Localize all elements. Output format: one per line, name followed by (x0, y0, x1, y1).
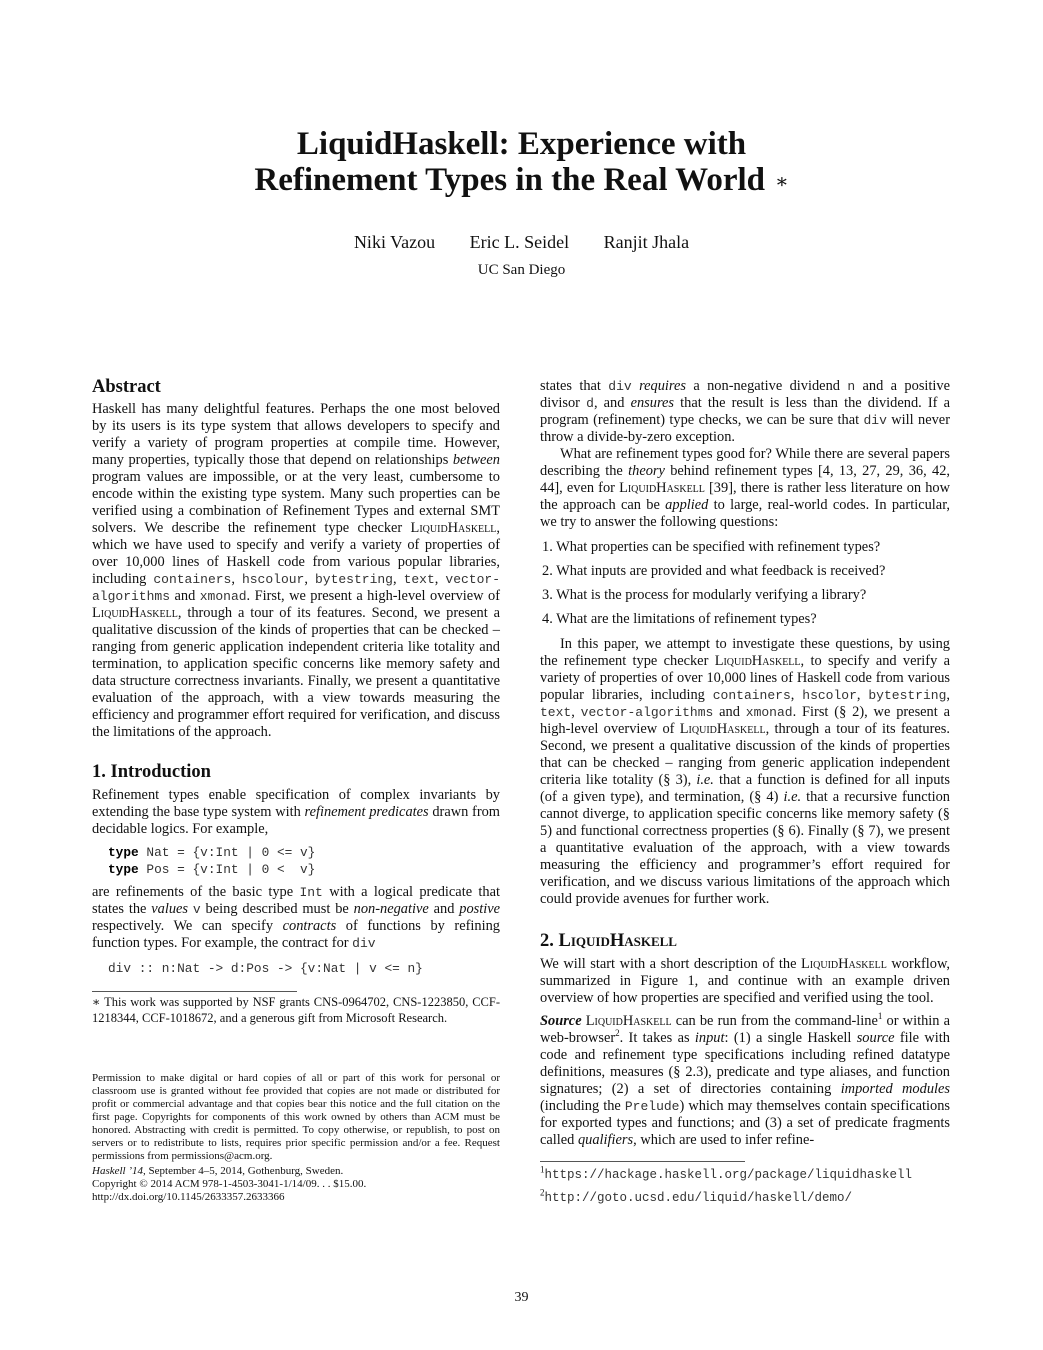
left-column (92, 376, 500, 1204)
funding-footnote: ∗ This work was supported by NSF grants CNS-0964702, CNS-1223850, CCF-1218344, CCF-1018672, and a generous gift from Microsoft Research. (92, 995, 500, 1025)
author-1: Niki Vazou (353, 232, 436, 252)
author-3: Ranjit Jhala (603, 232, 690, 252)
footnote-rule (92, 991, 297, 992)
title-line-2 (0, 162, 1043, 198)
type-alias-code (92, 844, 500, 878)
section-2-paragraph-1: We will start with a short description of the LiquidHaskell workflow, summarized in Figure 1, and continue with an example driven overview of how properties are specified and verified using the tool. (540, 956, 951, 1006)
question-item: 2. What inputs are provided and what feedback is received? (542, 563, 886, 579)
url-footnote-2: $^2$http://goto.ucsd.edu/liquid/haskell/demo/ (540, 1187, 853, 1205)
page-number: 39 (514, 1290, 529, 1305)
copyright-line: Copyright © 2014 ACM 978-1-4503-3041-1/14/09. . . $15.00. (92, 1178, 367, 1190)
div-contract-code: div :: n:Nat -> d:Pos -> {v:Nat | v <= n} (108, 961, 423, 976)
section-2-paragraph-2: Source LiquidHaskell can be run from the command-line$^1$ or within a web-browser$^2$. It takes as input: (1) a single Haskell source file with code and refinement type specifications including refined datatype definitions, measures (§ 2.3), predicate and type aliases, and function signatures; (2) a set of directories containing imported modules (including the Prelude) which may themselves contain specifications for exported types and functions; and (3) a set of predicate fragments called qualifiers, which are used to infer refine- (540, 1011, 951, 1148)
title-line-2-text: Refinement Types in the Real World (254, 162, 765, 198)
permission-notice: Permission to make digital or hard copies of all or part of this work for personal or classroom use is granted without fee provided that copies are not made or distributed for profit or commercial advantage and that copies bear this notice and the full citation on the first page. Copyrights for components of this work owned by others than ACM must be honored. Abstracting with credit is permitted. To copy otherwise, or republish, to post on servers or to redistribute to lists, requires prior specific permission and/or a fee. Request permissions from permissions@acm.org. (92, 1072, 500, 1162)
code-line-pos: type Pos = {v:Int | 0 < v} (108, 862, 316, 877)
title-footnote-marker: ∗ (775, 171, 789, 193)
title-line-1: LiquidHaskell: Experience with (296, 126, 747, 162)
doi-link[interactable]: http://dx.doi.org/10.1145/2633357.2633366 (92, 1191, 285, 1203)
right-paragraph-3: In this paper, we attempt to investigate these questions, by using the refinement type checker LiquidHaskell, to specify and verify a variety of properties of over 10,000 lines of Haskell code from various popular libraries, including containers, hscolor, bytestring, text, vector-algorithms and xmonad. First (§ 2), we present a high-level overview of LiquidHaskell, through a tour of its features. Second, we present a qualitative discussion of the kinds of properties that can be checked – ranging from generic application independent criteria like totality (§ 3), i.e. that a function is defined for all inputs (of a given type), and termination, (§ 4) i.e. that a recursive function cannot diverge, to application specific concerns like memory safety (§ 5) and functional correctness properties (§ 6). Finally (§ 7), we present a quantitative evaluation of the approach, with a view towards measuring the efficiency and programmer’s effort required for verification, and we discuss various limitations of the approach which could provide avenues for further work. (540, 636, 950, 907)
demo-link[interactable]: http://goto.ucsd.edu/liquid/haskell/demo/ (544, 1191, 853, 1205)
hackage-link[interactable]: https://hackage.haskell.org/package/liquidhaskell (544, 1168, 913, 1182)
url-footnote-rule (540, 1161, 745, 1162)
abstract-text: Haskell has many delightful features. Perhaps the one most beloved by its users is its type system that allows developers to specify and verify a variety of program properties at compile time. However, many properties, typically those that depend on relationships between program values are impossible, or at the very least, cumbersome to encode within the existing type system. Many such properties can be verified using a combination of Refinement Types and external SMT solvers. We describe the refinement type checker LiquidHaskell, which we have used to specify and verify a variety of properties of over 10,000 lines of Haskell code from various popular libraries, including containers, hscolour, bytestring, text, vector-algorithms and xmonad. First, we present a high-level overview of LiquidHaskell, through a tour of its features. Second, we present a qualitative discussion of the kinds of properties that can be checked – ranging from generic application independent criteria like totality and termination, to application specific concerns like memory safety and data structure correctness invariants. Finally, we present a quantitative evaluation of the approach, with a view towards measuring the efficiency and programmer effort required for verification, and discuss the limitations of the approach. (92, 401, 500, 740)
intro-paragraph-2: are refinements of the basic type Int with a logical predicate that states the values v being described must be non-negative and postive respectively. We can specify contracts of functions by refining function types. For example, the contract for div (92, 884, 501, 951)
intro-heading: 1. Introduction (92, 762, 211, 782)
url-footnote-1: $^1$https://hackage.haskell.org/package/liquidhaskell (540, 1164, 913, 1182)
question-item: 1. What properties can be specified with refinement types? (542, 539, 881, 555)
right-column (540, 378, 950, 1207)
author-2: Eric L. Seidel (469, 232, 570, 252)
affiliation: UC San Diego (477, 262, 566, 278)
section-2-heading: 2. LiquidHaskell (540, 931, 677, 951)
question-list (542, 539, 950, 628)
question-item: 4. What are the limitations of refinement types? (542, 611, 817, 627)
intro-paragraph-1: Refinement types enable specification of complex invariants by extending the base type system with refinement predicates drawn from decidable logics. For example, (92, 787, 500, 837)
question-item: 3. What is the process for modularly verifying a library? (542, 587, 867, 603)
code-line-nat: type Nat = {v:Int | 0 <= v} (108, 845, 316, 860)
right-paragraph-1: states that div requires a non-negative dividend n and a positive divisor d, and ensures that the result is less than the dividend. If a program (refinement) type checks, we can be sure that div will never throw a divide-by-zero exception. (540, 378, 950, 445)
paper-title (0, 126, 1043, 198)
author-list (0, 232, 1043, 253)
abstract-heading: Abstract (92, 377, 161, 397)
right-paragraph-2: What are refinement types good for? While there are several papers describing the theory behind refinement types [4, 13, 27, 29, 36, 42, 44], even for LiquidHaskell [39], there is rather less literature on how the approach can be applied to large, real-world codes. In particular, we try to answer the following questions: (540, 446, 951, 530)
conference-info: Haskell ’14, September 4–5, 2014, Gothenburg, Sweden. (92, 1165, 344, 1177)
